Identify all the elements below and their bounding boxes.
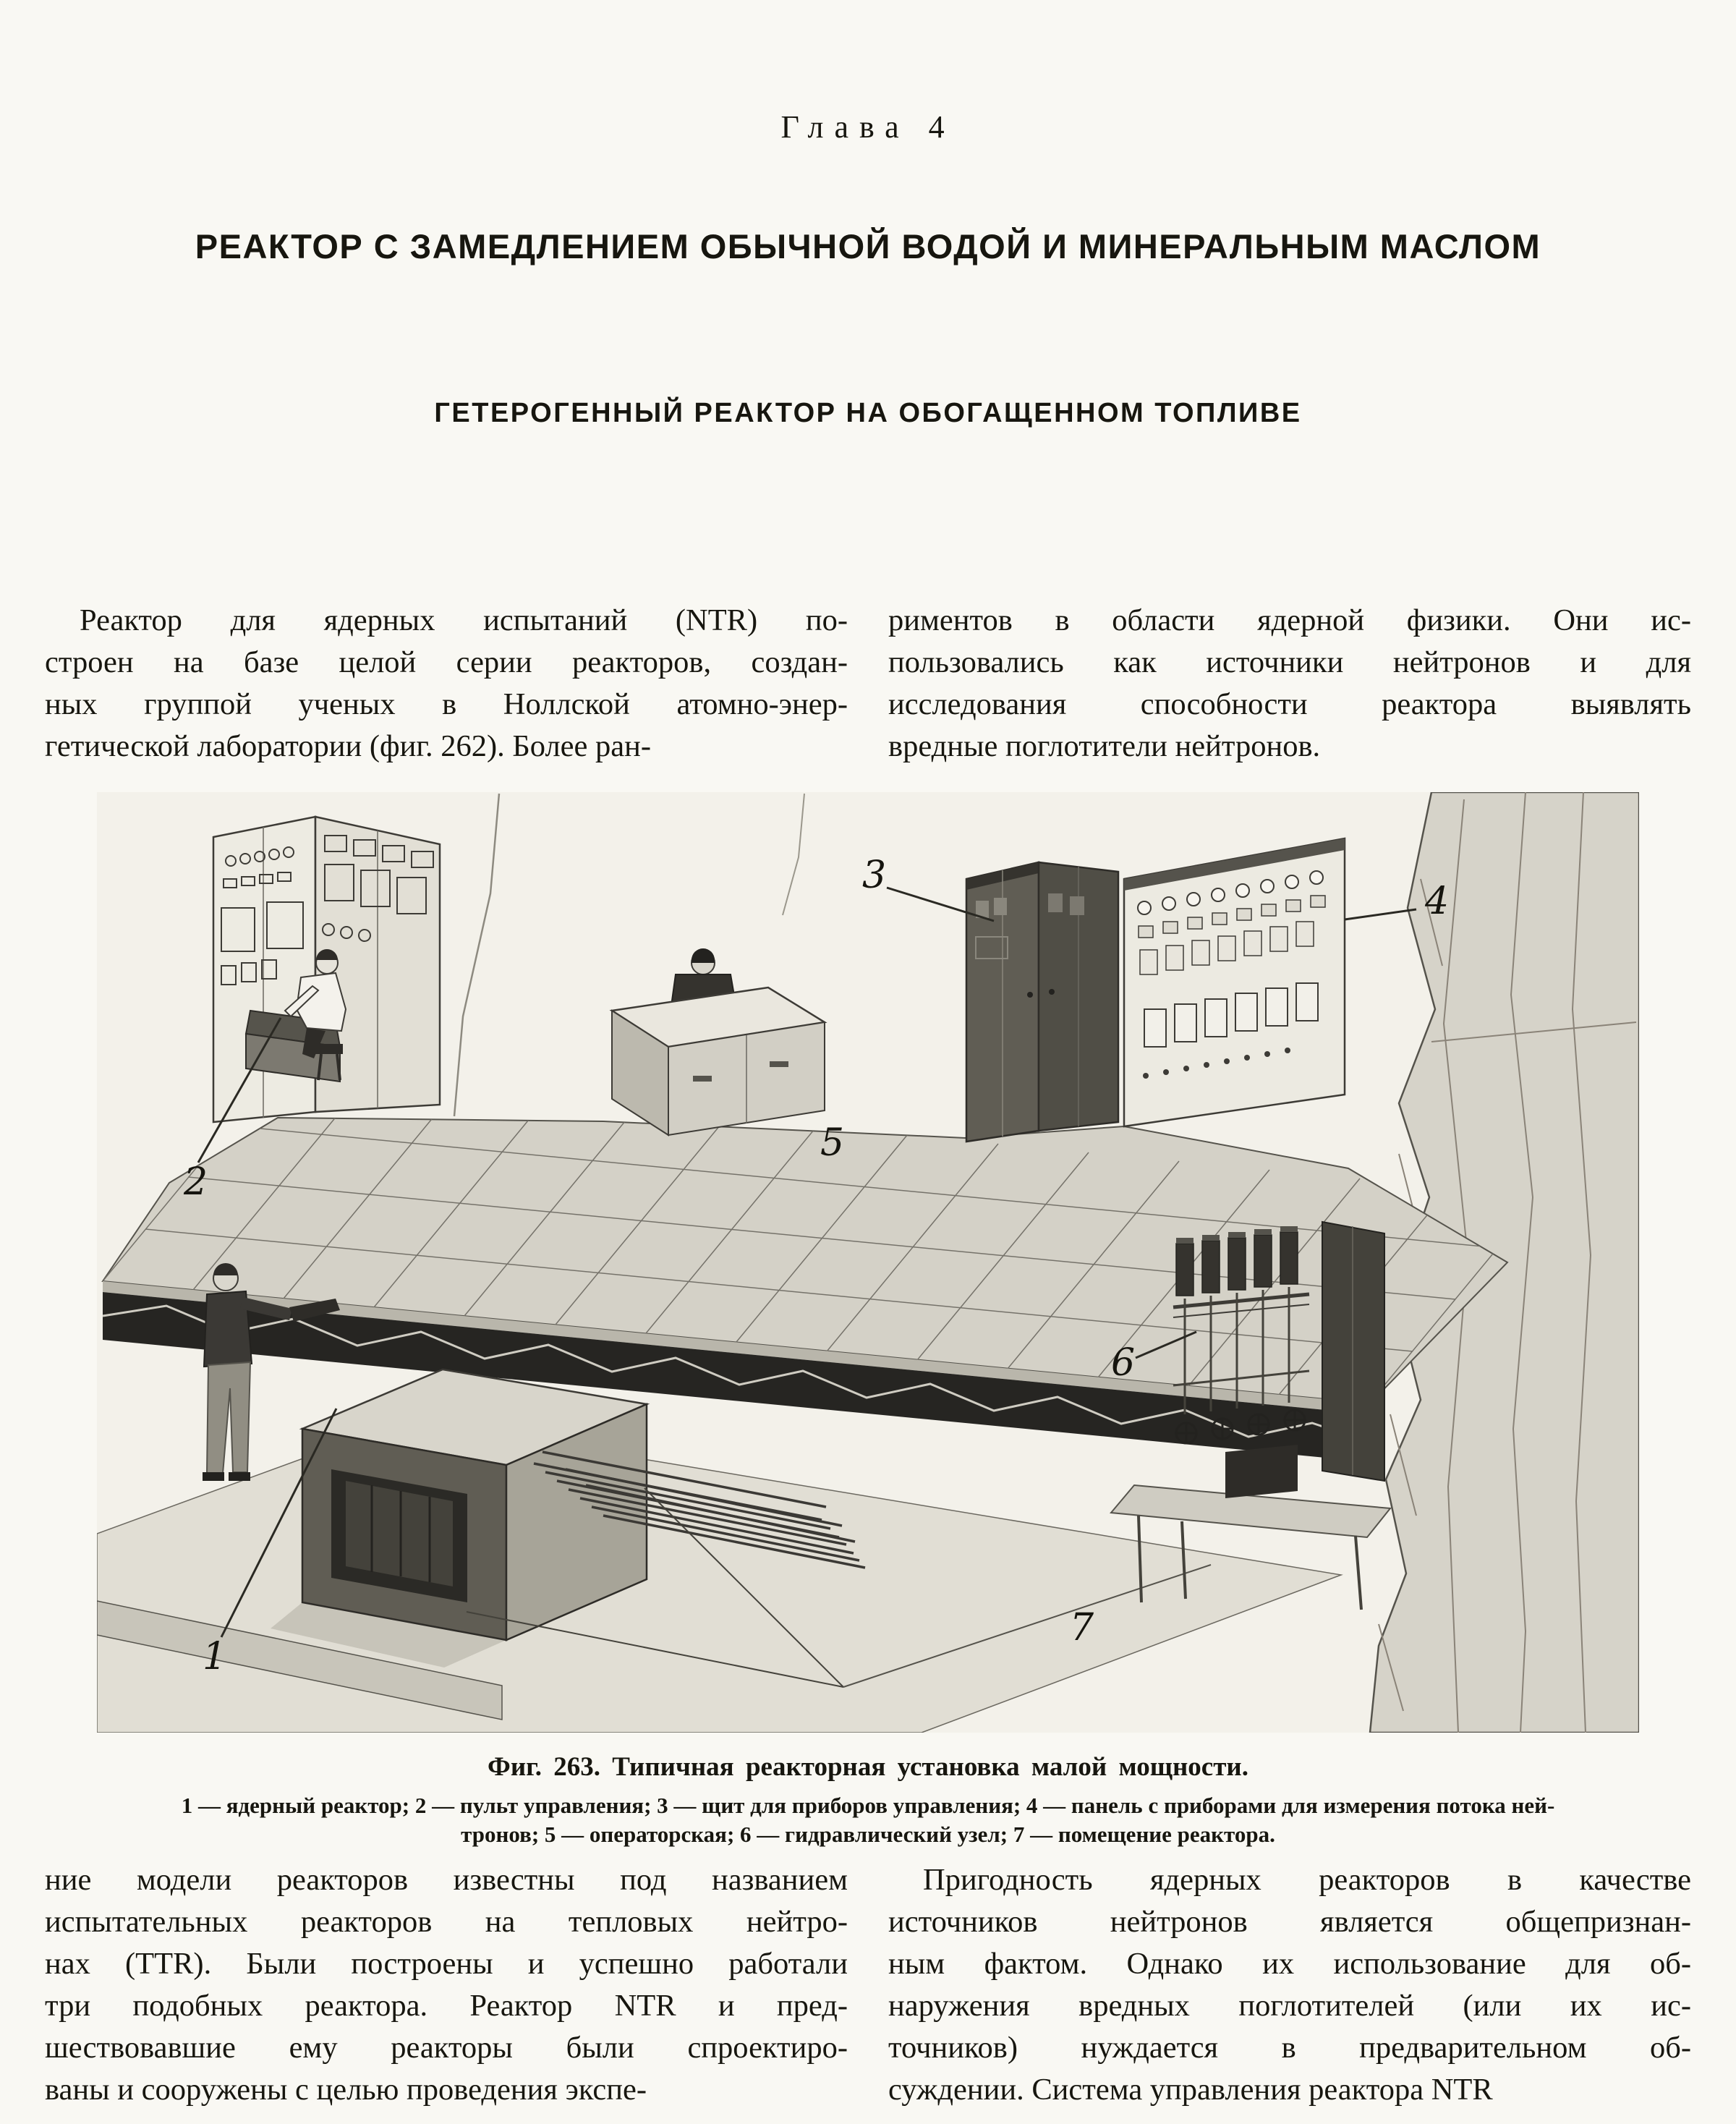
- intro-right-column: риментов в области ядерной физики. Они ис- пользовались как источники нейтронов и для исследования способности реактора выявлять вредные поглотители нейтронов.: [888, 603, 1691, 763]
- figure-legend-line2: тронов; 5 — операторская; 6 — гидравлический узел; 7 — помещение реактора.: [461, 1822, 1275, 1847]
- figure-label-2: 2: [184, 1160, 208, 1204]
- figure-legend: [97, 1791, 1639, 1849]
- instrument-cabinets: [966, 862, 1118, 1142]
- figure-label-1: 1: [203, 1635, 227, 1678]
- figure-label-6: 6: [1111, 1341, 1136, 1385]
- figure-label-3: 3: [862, 854, 887, 897]
- operator-desk: [612, 987, 825, 1135]
- figure-label-7: 7: [1070, 1606, 1094, 1649]
- figure-263: [97, 792, 1639, 1849]
- chapter-heading: Глава 4: [780, 109, 956, 145]
- outro-right-column: Пригодность ядерных реакторов в качестве источников нейтронов является общепризнан- ным фактом. Однако их использование для об- наружения вредных поглотителей (или их ис- точников) нуждается в предварительном об- суждении. Система управления реактора NTR: [888, 1863, 1691, 2107]
- gauge-panel: [1124, 838, 1345, 1126]
- outro-text: [45, 1859, 1691, 2111]
- figure-caption: Фиг. 263. Типичная реакторная установка малой мощности.: [488, 1752, 1248, 1782]
- figure-illustration: [97, 792, 1639, 1733]
- section-subtitle: ГЕТЕРОГЕННЫЙ РЕАКТОР НА ОБОГАЩЕННОМ ТОПЛИВЕ: [434, 398, 1302, 428]
- intro-text: [45, 600, 1691, 768]
- figure-label-5: 5: [820, 1121, 845, 1165]
- outro-left-column: ние модели реакторов известны под названием испытательных реакторов на тепловых нейтро- нах (TTR). Были построены и успешно работали три подобных реактора. Реактор NTR и пред- шествовавшие ему реакторы были спроектиро- ваны и сооружены с целью проведения экспе-: [45, 1863, 848, 2107]
- intro-left-column: Реактор для ядерных испытаний (NTR) по- строен на базе целой серии реакторов, создан- ных группой ученых в Ноллской атомно-энер- гетической лаборатории (фиг. 262). Более ран-: [45, 603, 848, 763]
- page-title: РЕАКТОР С ЗАМЕДЛЕНИЕМ ОБЫЧНОЙ ВОДОЙ И МИНЕРАЛЬНЫМ МАСЛОМ: [195, 227, 1541, 266]
- figure-legend-line1: 1 — ядерный реактор; 2 — пульт управления; 3 — щит для приборов управления; 4 — панель с приборами для измерения потока ней-: [181, 1793, 1555, 1818]
- figure-label-4: 4: [1425, 880, 1450, 923]
